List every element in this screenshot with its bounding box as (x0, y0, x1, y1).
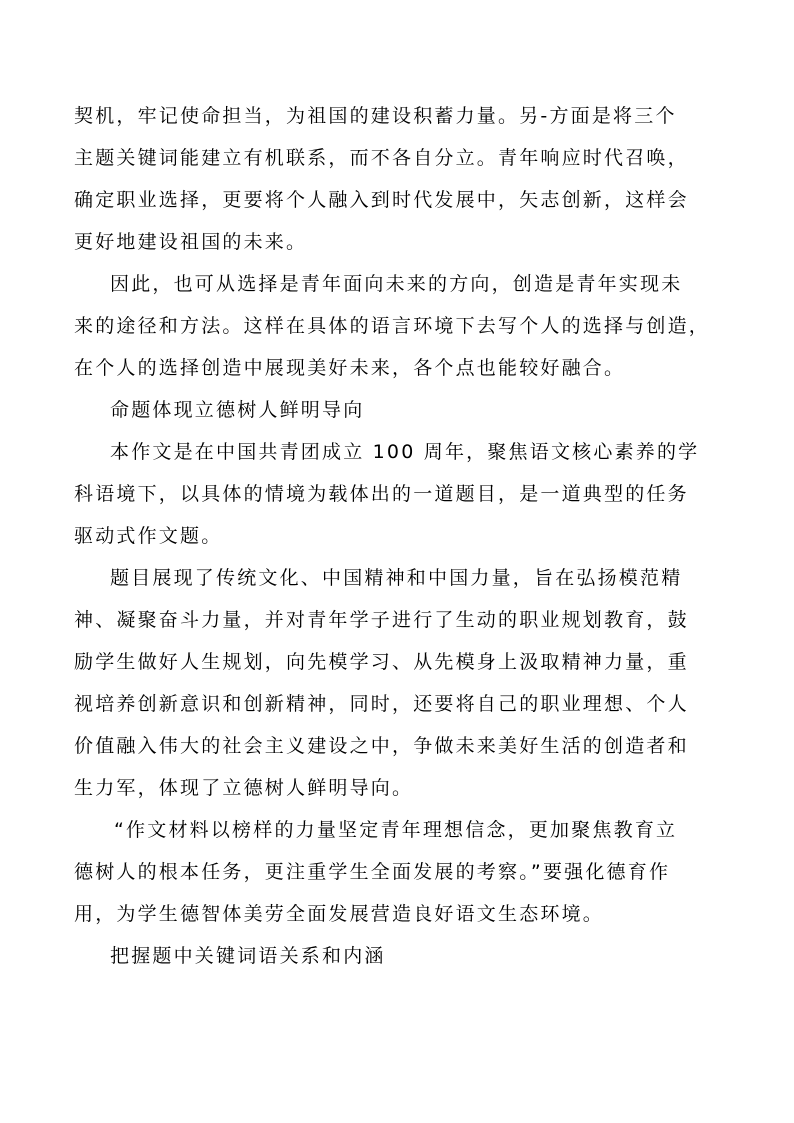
paragraph-line: “作文材料以榜样的力量坚定青年理想信念，更加聚焦教育立 (114, 819, 678, 841)
paragraph-line: 生力军，体现了立德树人鲜明导向。 (74, 777, 414, 799)
paragraph-line: 励学生做好人生规划，向先模学习、从先模身上汲取精神力量，重 (74, 651, 689, 673)
paragraph-line: 德树人的根本任务，更注重学生全面发展的考察。”要强化德育作 (74, 861, 671, 883)
paragraph-line: 来的途径和方法。这样在具体的语言环境下去写个人的选择与创造， (74, 315, 711, 337)
paragraph-line: 因此，也可从选择是青年面向未来的方向，创造是青年实现未 (110, 273, 683, 295)
paragraph-line: 本作文是在中国共青团成立 100 周年，聚焦语文核心素养的学 (110, 441, 700, 463)
paragraph-line: 确定职业选择，更要将个人融入到时代发展中，矢志创新，这样会 (74, 189, 689, 211)
paragraph-line: 神、凝聚奋斗力量，并对青年学子进行了生动的职业规划教育，鼓 (74, 609, 689, 631)
paragraph-line: 在个人的选择创造中展现美好未来，各个点也能较好融合。 (74, 357, 626, 379)
paragraph-line: 价值融入伟大的社会主义建设之中，争做未来美好生活的创造者和 (74, 735, 689, 757)
paragraph-line: 更好地建设祖国的未来。 (74, 231, 308, 253)
section-heading: 命题体现立德树人鲜明导向 (110, 399, 365, 421)
paragraph-line: 题目展现了传统文化、中国精神和中国力量，旨在弘扬模范精 (110, 567, 683, 589)
paragraph-line: 视培养创新意识和创新精神，同时，还要将自己的职业理想、个人 (74, 693, 689, 715)
paragraph-line: 用，为学生德智体美劳全面发展营造良好语文生态环境。 (74, 903, 605, 925)
paragraph-line: 契机，牢记使命担当，为祖国的建设积蓄力量。另-方面是将三个 (74, 105, 677, 127)
paragraph-line: 主题关键词能建立有机联系，而不各自分立。青年响应时代召唤， (74, 147, 689, 169)
paragraph-line: 驱动式作文题。 (74, 525, 223, 547)
section-heading: 把握题中关键词语关系和内涵 (110, 945, 386, 967)
paragraph-line: 科语境下，以具体的情境为载体出的一道题目，是一道典型的任务 (74, 483, 689, 505)
